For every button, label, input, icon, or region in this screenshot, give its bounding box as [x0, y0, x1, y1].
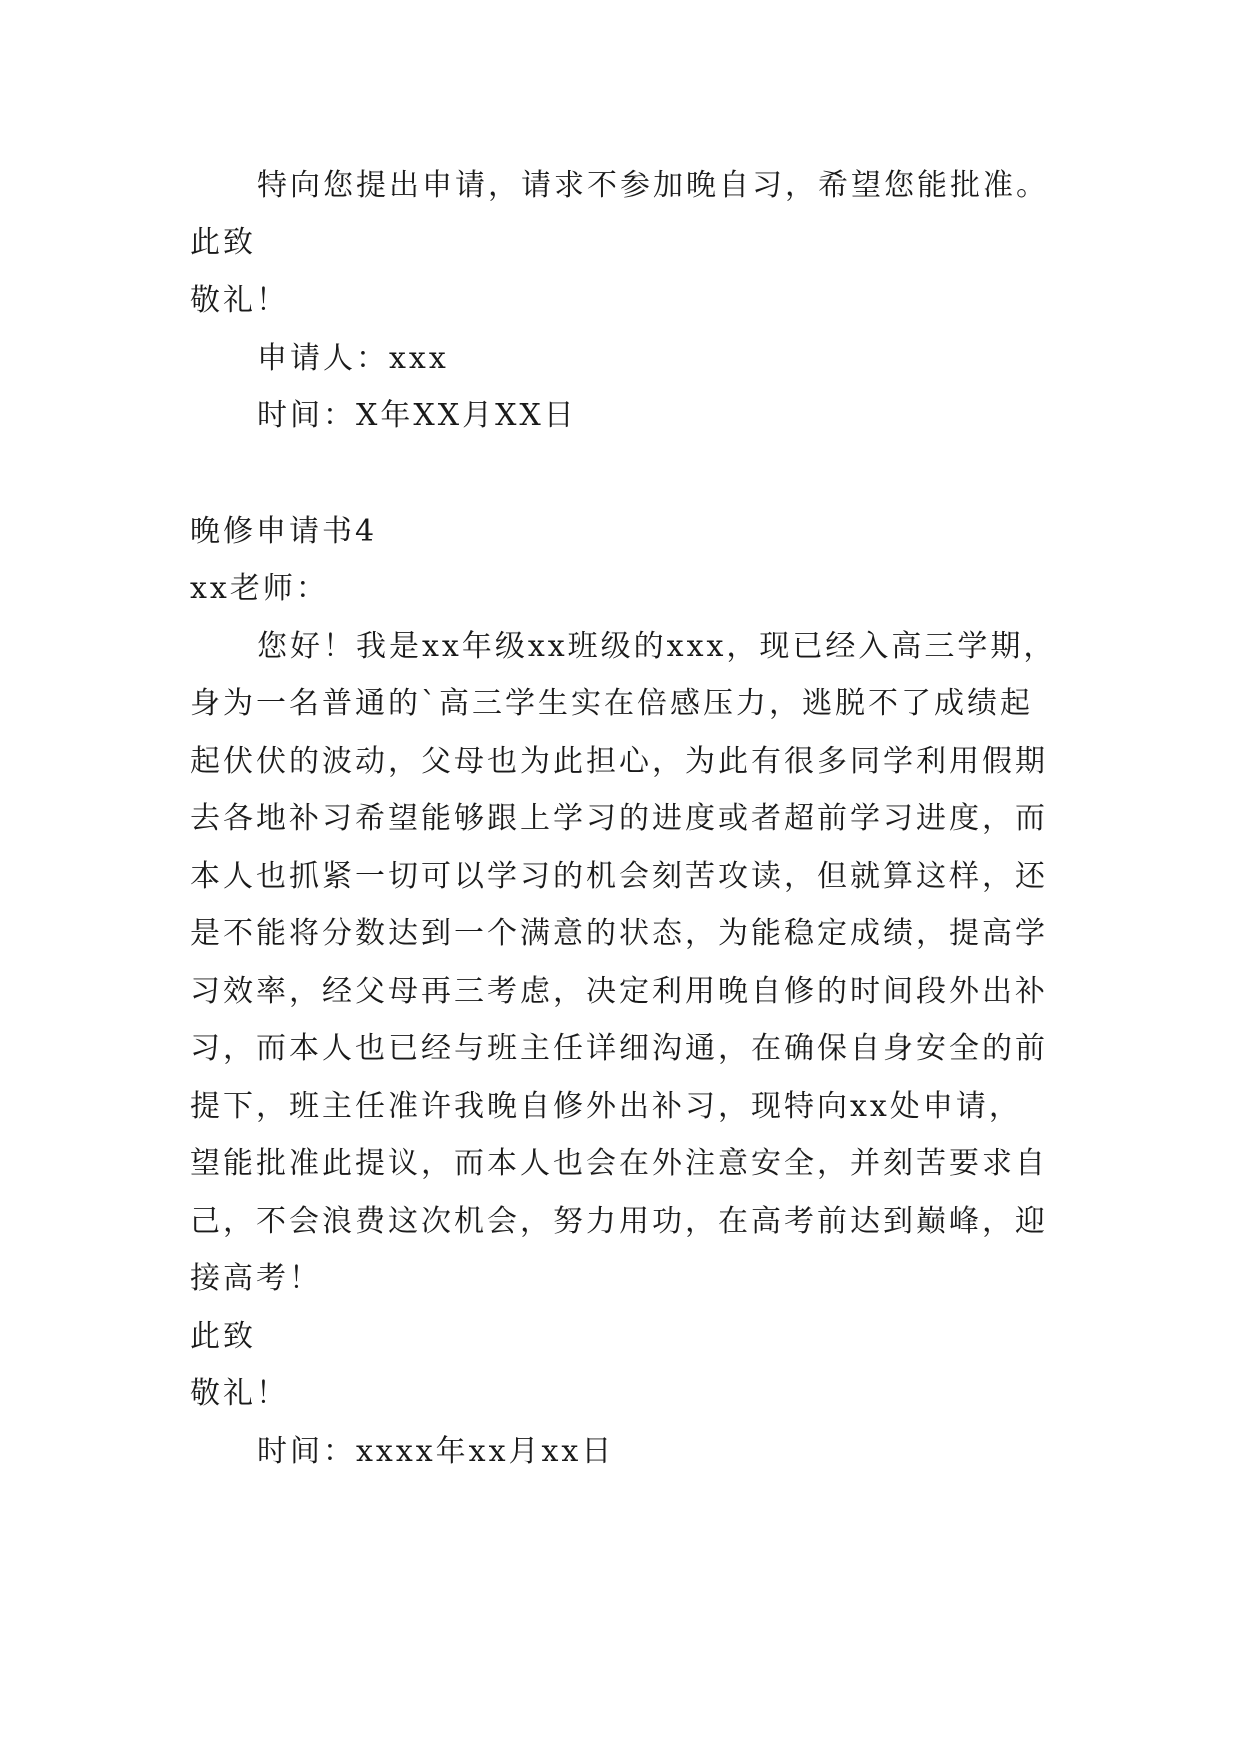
body-line: 您好！我是xx年级xx班级的xxx，现已经入高三学期，	[257, 629, 1057, 664]
applicant-line: 申请人：xxx	[257, 341, 449, 376]
body-line: 习，而本人也已经与班主任详细沟通，在确保自身安全的前	[190, 1031, 1048, 1066]
letter-title: 晚修申请书4	[190, 514, 378, 549]
body-line: 起伏伏的波动，父母也为此担心，为此有很多同学利用假期	[190, 744, 1048, 779]
date-line: 时间：X年XX月XX日	[257, 398, 577, 433]
date-line: 时间：xxxx年xx月xx日	[257, 1434, 615, 1469]
salutation-jingli: 敬礼！	[190, 283, 289, 318]
body-line: 望能批准此提议，而本人也会在外注意安全，并刻苦要求自	[190, 1146, 1048, 1181]
salutation-jingli: 敬礼！	[190, 1376, 289, 1411]
body-line: 本人也抓紧一切可以学习的机会刻苦攻读，但就算这样，还	[190, 859, 1048, 894]
body-line: 身为一名普通的`高三学生实在倍感压力，逃脱不了成绩起	[190, 686, 1033, 721]
body-line: 接高考！	[190, 1261, 322, 1296]
request-closing-line: 特向您提出申请，请求不参加晚自习，希望您能批准。	[257, 168, 1049, 203]
salutation-cizhi: 此致	[190, 1319, 256, 1354]
body-line: 习效率，经父母再三考虑，决定利用晚自修的时间段外出补	[190, 974, 1048, 1009]
body-line: 去各地补习希望能够跟上学习的进度或者超前学习进度，而	[190, 801, 1048, 836]
salutation-cizhi: 此致	[190, 225, 256, 260]
body-line: 己，不会浪费这次机会，努力用功，在高考前达到巅峰，迎	[190, 1204, 1048, 1239]
body-line: 提下，班主任准许我晚自修外出补习，现特向xx处申请，	[190, 1089, 1022, 1124]
body-line: 是不能将分数达到一个满意的状态，为能稳定成绩，提高学	[190, 916, 1048, 951]
addressee-line: xx老师：	[190, 571, 329, 606]
